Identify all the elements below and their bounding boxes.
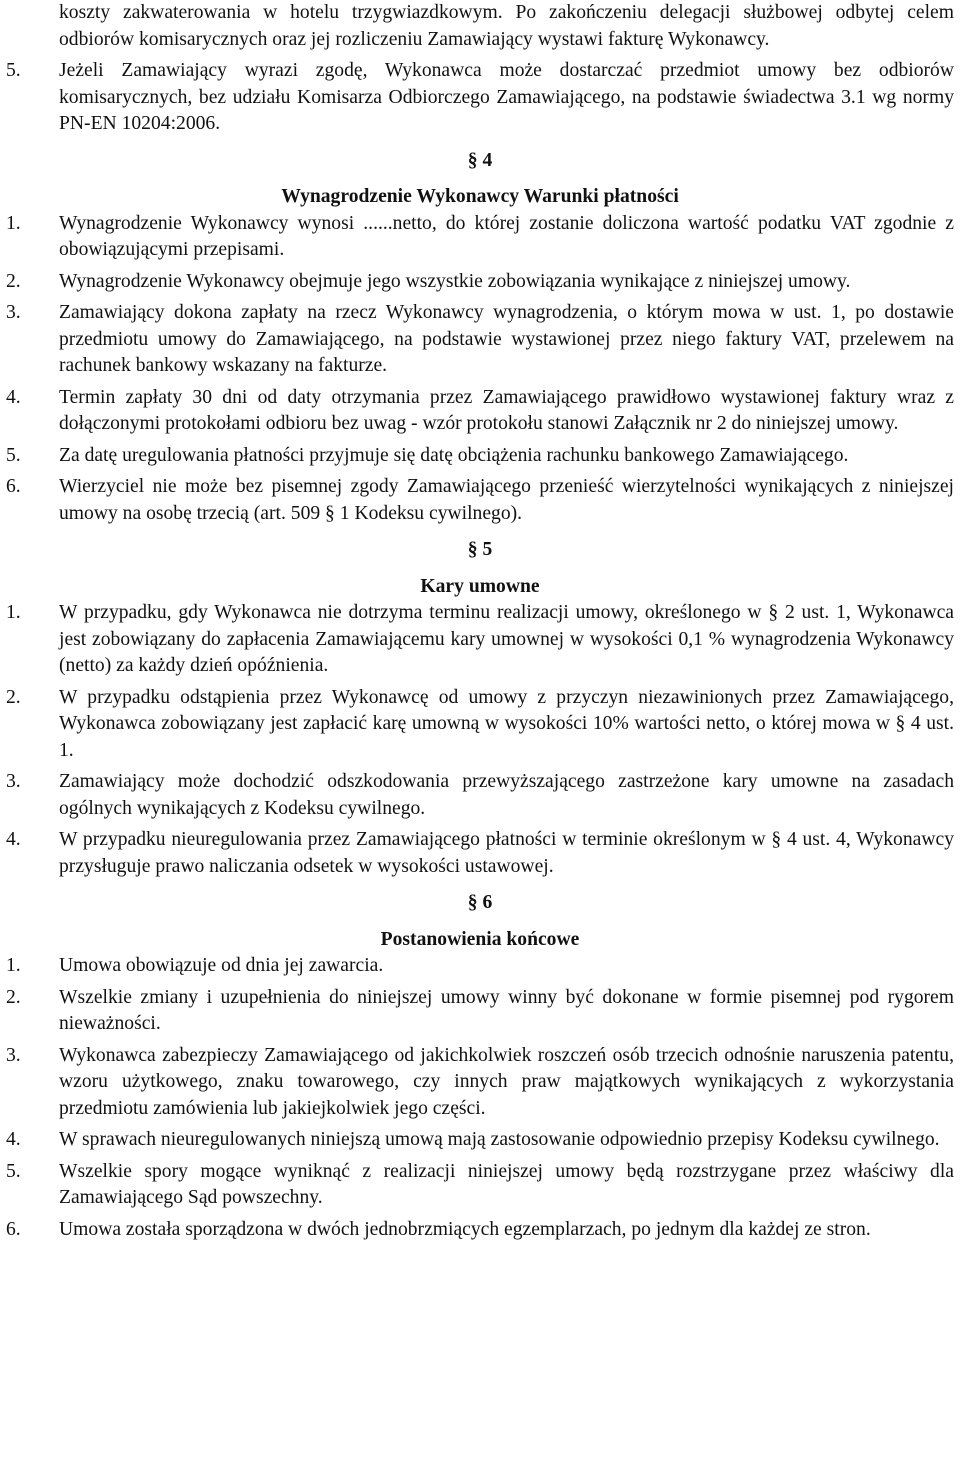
item-number: 3. [6, 771, 21, 792]
item-number: 1. [6, 602, 21, 623]
item-text: Termin zapłaty 30 dni od daty otrzymania przez Zamawiającego prawidłowo wystawionej faktury wraz z dołączonymi protokołami odbioru bez uwag - wzór protokołu stanowi Załącznik nr 2 do niniejszej umowy. [59, 386, 954, 434]
list-item [6, 769, 954, 822]
section-sign: § 4 [467, 149, 493, 171]
section-sign: § 5 [467, 539, 493, 560]
item-text: Zamawiający dokona zapłaty na rzecz Wykonawcy wynagrodzenia, o którym mowa w ust. 1, po dostawie przedmiotu umowy do Zamawiającego, na podstawie wystawionej przez niego faktury VAT, przelewem na rachunek bankowy wskazany na fakturze. [59, 302, 954, 376]
item-text: W przypadku odstąpienia przez Wykonawcę od umowy z przyczyn niezawinionych przez Zamawiającego, Wykonawca zobowiązany jest zapłacić karę umowną w wysokości 10% wartości netto, o której mowa w § 4 ust. 1. [59, 686, 954, 761]
item-number: 2. [6, 270, 21, 292]
item-number: 4. [6, 386, 21, 408]
item-text: Wierzyciel nie może bez pisemnej zgody Zamawiającego przenieść wierzytelności wynikających z niniejszej umowy na osobę trzecią (art. 509 § 1 Kodeksu cywilnego). [59, 476, 954, 524]
list-item [6, 269, 954, 296]
item-number: 3. [6, 1044, 21, 1066]
list-item [6, 300, 954, 380]
item-number: 2. [6, 986, 21, 1008]
sections-container [6, 148, 954, 1244]
item-number: 6. [6, 1218, 21, 1240]
item-text: W przypadku nieuregulowania przez Zamawiającego płatności w terminie określonym w § 4 ust. 4, Wykonawcy przysługuje prawo naliczania odsetek w wysokości ustawowej. [59, 829, 954, 877]
item-text: Wynagrodzenie Wykonawcy wynosi ......netto, do której zostanie doliczona wartość podatku VAT zgodnie z obowiązującymi przepisami. [59, 212, 954, 260]
list-item [6, 474, 954, 527]
list-item [6, 443, 954, 470]
list-item [6, 985, 954, 1038]
list-item [6, 1127, 954, 1154]
section [6, 537, 954, 880]
list-item [6, 1043, 954, 1123]
item-number: 4. [6, 829, 21, 850]
section-title: Wynagrodzenie Wykonawcy Warunki płatności [281, 186, 679, 207]
item-number: 4. [6, 1129, 21, 1150]
section-title: Kary umowne [420, 575, 540, 597]
item-number: 6. [6, 476, 21, 497]
list-item [6, 827, 954, 880]
item-text: Wszelkie spory mogące wyniknąć z realizacji niniejszej umowy będą rozstrzygane przez właściwy dla Zamawiającego Sąd powszechny. [59, 1160, 954, 1208]
item-number: 5. [6, 1160, 21, 1182]
item-number: 1. [6, 955, 21, 976]
item-text: W przypadku, gdy Wykonawca nie dotrzyma terminu realizacji umowy, określonego w § 2 ust. 1, Wykonawca jest zobowiązany do zapłacenia Zamawiającemu kary umownej w wysokości 0,1 % wynagrodzenia Wykonawcy (netto) za każdy dzień opóźnienia. [59, 602, 954, 676]
section-sign: § 6 [467, 892, 493, 913]
item-text: Wszelkie zmiany i uzupełnienia do niniejszej umowy winny być dokonane w formie pisemnej pod rygorem nieważności. [59, 986, 954, 1034]
item-number: 2. [6, 686, 21, 708]
list-item [6, 600, 954, 680]
item-number: 5. [6, 60, 21, 81]
continuation-paragraph: koszty zakwaterowania w hotelu trzygwiazdkowym. Po zakończeniu delegacji służbowej odbytej celem odbiorów komisarycznych oraz jej rozliczeniu Zamawiający wystawi fakturę Wykonawcy. [59, 2, 954, 50]
section [6, 148, 954, 528]
list-item [6, 385, 954, 438]
item-text: W sprawach nieuregulowanych niniejszą umową mają zastosowanie odpowiednio przepisy Kodeksu cywilnego. [59, 1129, 940, 1150]
section [6, 890, 954, 1243]
item-text: Wykonawca zabezpieczy Zamawiającego od jakichkolwiek roszczeń osób trzecich odnośnie naruszenia patentu, wzoru użytkowego, znaku towarowego, czy innych praw majątkowych wynikających z wykorzystania przedmiotu zamówienia lub jakiejkolwiek jego części. [59, 1044, 954, 1119]
item-number: 5. [6, 444, 21, 466]
item-text: Wynagrodzenie Wykonawcy obejmuje jego wszystkie zobowiązania wynikające z niniejszej umowy. [59, 270, 851, 292]
item-number: 1. [6, 212, 21, 234]
list-item [6, 1217, 954, 1244]
item-text: Umowa została sporządzona w dwóch jednobrzmiących egzemplarzach, po jednym dla każdej ze stron. [59, 1218, 871, 1240]
list-item [6, 58, 954, 138]
item-number: 3. [6, 302, 21, 323]
list-item [6, 685, 954, 765]
list-item [6, 953, 954, 980]
item-text: Za datę uregulowania płatności przyjmuje się datę obciążenia rachunku bankowego Zamawiającego. [59, 444, 849, 466]
item-text: Umowa obowiązuje od dnia jej zawarcia. [59, 955, 384, 976]
item-text: Zamawiający może dochodzić odszkodowania przewyższającego zastrzeżone kary umowne na zasadach ogólnych wynikających z Kodeksu cywilnego. [59, 771, 954, 819]
list-item [6, 211, 954, 264]
section-title: Postanowienia końcowe [380, 928, 580, 950]
list-item [6, 1159, 954, 1212]
item-text: Jeżeli Zamawiający wyrazi zgodę, Wykonawca może dostarczać przedmiot umowy bez odbiorów komisarycznych, bez udziału Komisarza Odbiorczego Zamawiającego, na podstawie świadectwa 3.1 wg normy PN-EN 10204:2006. [59, 60, 954, 134]
